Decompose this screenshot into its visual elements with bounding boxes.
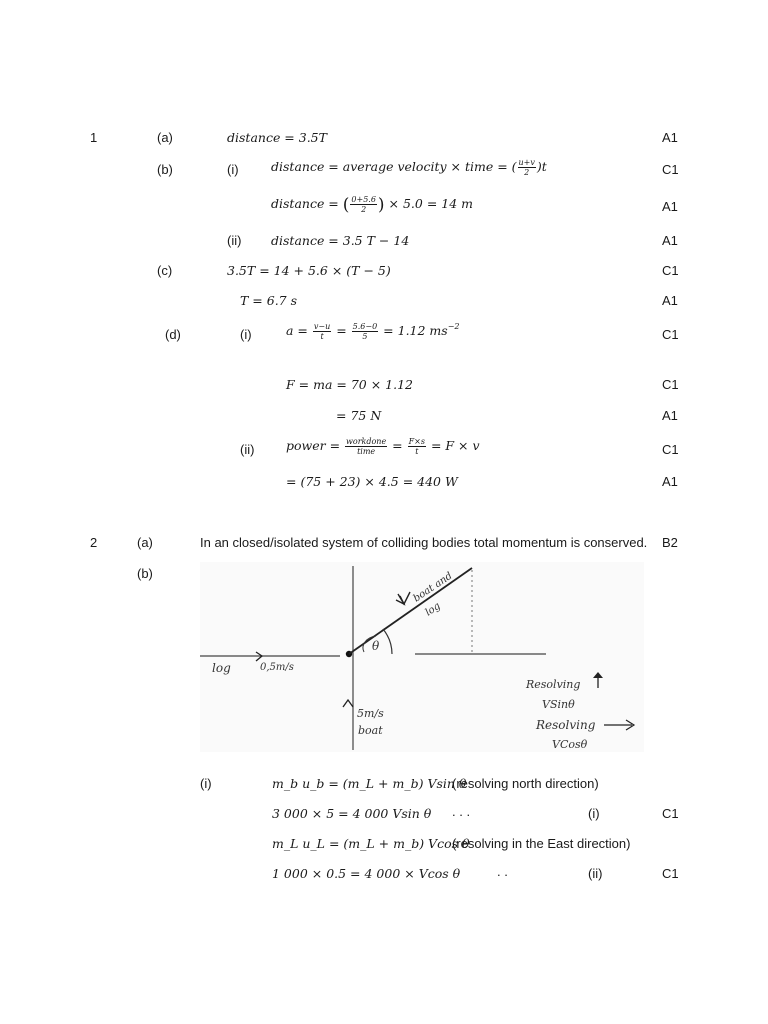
boat-and-log-label-1: boat and <box>411 570 455 605</box>
q1bi-eq1-lhs: distance = average velocity × time = ( <box>271 159 517 174</box>
frac-numerator: 5.6−0 <box>352 322 378 331</box>
resultant-vector <box>349 568 472 654</box>
q1dii-eq1-fraction-2 <box>408 437 426 456</box>
q1dii-eq1-lhs: power = <box>286 438 345 453</box>
frac-denominator: 2 <box>361 205 367 214</box>
q2bi-mark-4: C1 <box>662 866 679 881</box>
log-label: log <box>212 661 231 675</box>
q1c-mark-1: C1 <box>662 263 679 278</box>
q1bi-eq1-rhs: )t <box>536 159 547 174</box>
q1di-label: (i) <box>240 327 252 342</box>
q1di-eq1-exponent: −2 <box>447 322 460 331</box>
q1bi-eq1-fraction <box>518 158 536 177</box>
q1dii-mark-1: C1 <box>662 442 679 457</box>
q1di-mark-2: C1 <box>662 377 679 392</box>
q1di-equation-3: = 75 N <box>336 408 382 423</box>
q2bi-dots-2: . . . <box>452 804 471 819</box>
q1a-equation: distance = 3.5T <box>227 130 327 145</box>
frac-denominator: 5 <box>362 332 368 341</box>
q2bi-tag-4: (ii) <box>588 866 603 881</box>
q2a-label: (a) <box>137 535 153 550</box>
q1b-label: (b) <box>157 162 173 177</box>
q2bi-tag-2: (i) <box>588 806 600 821</box>
vcos-label: VCosθ <box>552 738 588 751</box>
q2bi-equation-1: m_b u_b = (m_L + m_b) Vsin θ <box>272 776 467 791</box>
boat-and-log-label-2: log <box>423 600 443 619</box>
frac-denominator: 2 <box>524 168 530 177</box>
frac-numerator: workdone <box>346 437 387 446</box>
q1bi-label: (i) <box>227 162 239 177</box>
q1di-eq1-lhs: a = <box>286 323 312 338</box>
q1bi-eq2-lhs: distance = <box>271 196 343 211</box>
q1bi-eq2-rhs: × 5.0 = 14 m <box>384 196 474 211</box>
q2a-mark: B2 <box>662 535 678 550</box>
q1di-eq1-fraction-1 <box>313 322 331 341</box>
q2a-statement: In an closed/isolated system of colliding bodies total momentum is conserved. <box>200 535 648 550</box>
q2bi-equation-4: 1 000 × 0.5 = 4 000 × Vcos θ <box>272 866 461 881</box>
log-speed-label: 0,5m/s <box>260 662 294 673</box>
frac-numerator: F×s <box>408 437 425 446</box>
resolving-north-label: Resolving <box>526 678 581 691</box>
question-2-number: 2 <box>90 535 98 550</box>
q2bi-note-1: (resolving north direction) <box>452 776 599 791</box>
boat-arrowhead <box>343 700 353 707</box>
q1bii-label: (ii) <box>227 233 242 248</box>
q1c-label: (c) <box>157 263 173 278</box>
q1c-equation-2: T = 6.7 s <box>240 293 298 308</box>
q2bi-equation-3: m_L u_L = (m_L + m_b) Vcos θ <box>272 836 470 851</box>
q1dii-mark-2: A1 <box>662 474 678 489</box>
open-paren: ( <box>342 195 350 215</box>
resolving-east-label: Resolving <box>536 718 596 732</box>
q1bi-eq2-fraction <box>350 195 377 214</box>
q1di-mark-1: C1 <box>662 327 679 342</box>
frac-numerator: u+v <box>518 158 535 167</box>
q1di-eq1-fraction-2 <box>352 322 379 341</box>
theta-label: θ <box>372 639 380 653</box>
q1di-equation-1: a = $\frac{v-u}{t}$ = $\frac{5.6-0}{5}$ = 1.12 $ms^{-2}$ <box>286 322 460 341</box>
q2bi-note-3: (resolving in the East direction) <box>452 836 631 851</box>
q1c-equation-1: 3.5T = 14 + 5.6 × (T − 5) <box>227 263 391 278</box>
collision-vector-diagram <box>200 562 644 752</box>
collision-sketch <box>200 562 644 752</box>
frac-denominator: t <box>320 332 324 341</box>
q1a-label: (a) <box>157 130 173 145</box>
q1bii-equation: distance = 3.5 T − 14 <box>271 233 410 248</box>
q1dii-label: (ii) <box>240 442 255 457</box>
q2bi-mark-2: C1 <box>662 806 679 821</box>
frac-denominator: t <box>415 447 419 456</box>
frac-denominator: time <box>357 447 376 456</box>
q1di-eq1-rhs: = 1.12 ms <box>383 323 448 338</box>
frac-numerator: 0+5.6 <box>351 195 376 204</box>
boat-speed-label: 5m/s <box>357 707 384 720</box>
frac-numerator: v−u <box>313 322 331 331</box>
q1c-mark-2: A1 <box>662 293 678 308</box>
q1di-equation-2: F = ma = 70 × 1.12 <box>286 377 413 392</box>
q1di-mark-3: A1 <box>662 408 678 423</box>
question-1-number: 1 <box>90 130 98 145</box>
q1bi-equation-1 <box>271 158 547 177</box>
close-paren: ) <box>377 195 385 215</box>
q1bi-equation-2 <box>271 195 473 215</box>
q1a-mark: A1 <box>662 130 678 145</box>
q1d-label: (d) <box>165 327 181 342</box>
q1bi-mark-1: C1 <box>662 162 679 177</box>
q2bi-label: (i) <box>200 776 212 791</box>
boat-label: boat <box>358 724 383 737</box>
theta-arc <box>383 629 392 654</box>
q2b-label: (b) <box>137 566 153 581</box>
q1dii-eq1-fraction-1 <box>345 437 387 456</box>
q2bi-equation-2: 3 000 × 5 = 4 000 Vsin θ <box>272 806 432 821</box>
q1dii-equation-2: = (75 + 23) × 4.5 = 440 W <box>286 474 458 489</box>
q1dii-equation-1: power = $\frac{\text{workdone}}{\text{time}}$ = $\frac{F\times s}{t}$ = F × v <box>286 437 480 456</box>
vsin-label: VSinθ <box>542 698 575 711</box>
q1bi-mark-2: A1 <box>662 199 678 214</box>
north-arrowhead <box>593 672 603 678</box>
q2bi-dots-4: . . <box>497 864 508 879</box>
q1bii-mark: A1 <box>662 233 678 248</box>
q1dii-eq1-rhs: = F × v <box>430 438 480 453</box>
